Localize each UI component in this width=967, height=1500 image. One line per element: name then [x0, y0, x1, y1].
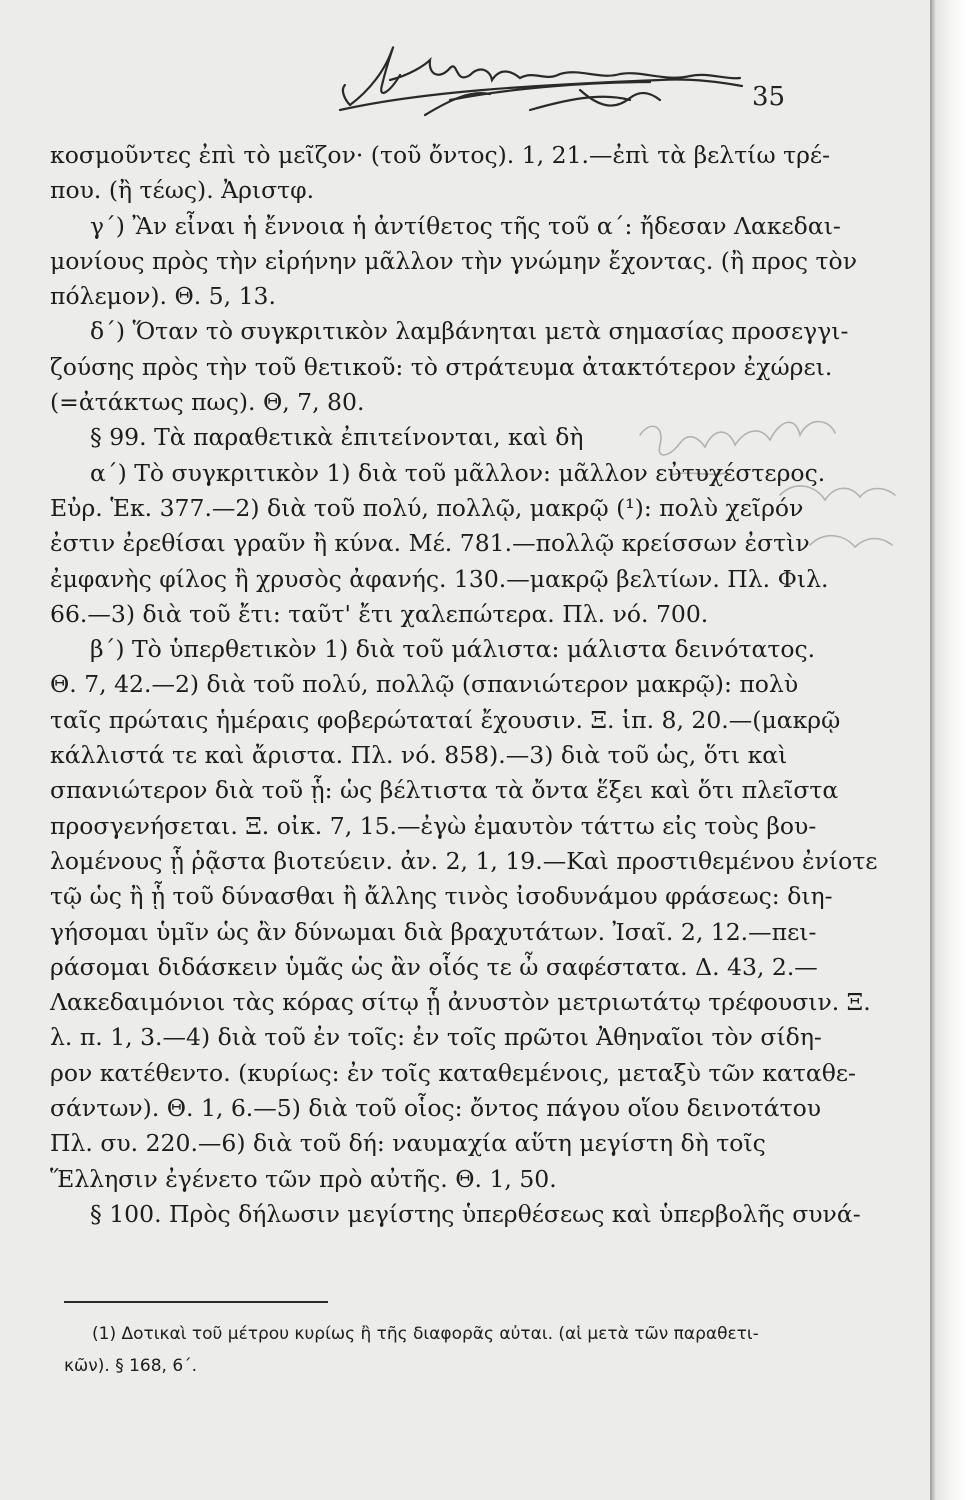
text-line: γήσομαι ὑμῖν ὡς ἂν δύνωμαι διὰ βραχυτάτων. Ἰσαῖ. 2, 12.—πει-	[50, 917, 817, 946]
text-line: Πλ. συ. 220.—6) διὰ τοῦ δή: ναυμαχία αὕτη μεγίστη δὴ τοῖς	[50, 1129, 766, 1158]
text-line: λ. π. 1, 3.—4) διὰ τοῦ ἐν τοῖς: ἐν τοῖς πρῶτοι Ἀθηναῖοι τὸν σίδη-	[50, 1023, 822, 1052]
text-line: (=ἀτάκτως πως). Θ, 7, 80.	[50, 388, 365, 417]
text-line: σπανιώτερον διὰ τοῦ ᾗ: ὡς βέλτιστα τὰ ὄντα ἕξει καὶ ὅτι πλεῖστα	[50, 776, 839, 805]
text-line: προσγενήσεται. Ξ. οἰκ. 7, 15.—ἐγὼ ἐμαυτὸν τάττω εἰς τοὺς βου-	[50, 811, 817, 840]
section-heading-99: § 99. Τὰ παραθετικὰ ἐπιτείνονται, καὶ δὴ	[90, 423, 584, 452]
text-line: β΄) Τὸ ὑπερθετικὸν 1) διὰ τοῦ μάλιστα: μάλιστα δεινότατος.	[90, 635, 816, 664]
text-line: ράσομαι διδάσκειν ὑμᾶς ὡς ἂν οἷός τε ὦ σαφέστατα. Δ. 43, 2.—	[50, 952, 818, 981]
text-line: τῷ ὡς ἢ ᾗ τοῦ δύνασθαι ἢ ἄλλης τινὸς ἰσοδυνάμου φράσεως: διη-	[50, 882, 833, 911]
text-line: κάλλιστά τε καὶ ἄριστα. Πλ. νό. 858).—3) διὰ τοῦ ὡς, ὅτι καὶ	[50, 741, 788, 770]
text-line: ἐμφανὴς φίλος ἢ χρυσὸς ἀφανής. 130.—μακρῷ βελτίων. Πλ. Φιλ.	[50, 564, 829, 593]
text-line: Εὐρ. Ἑκ. 377.—2) διὰ τοῦ πολύ, πολλῷ, μακρῷ (¹): πολὺ χεῖρόν	[50, 493, 804, 522]
page-body	[50, 138, 878, 1232]
text-line: ρον κατέθεντο. (κυρίως: ἐν τοῖς καταθεμένοις, μεταξὺ τῶν καταθε-	[50, 1058, 856, 1087]
page-edge	[930, 0, 967, 1500]
text-line: Ἕλλησιν ἐγένετο τῶν πρὸ αὐτῆς. Θ. 1, 50.	[50, 1164, 557, 1193]
footnote-line: κῶν). § 168, 6΄.	[64, 1356, 198, 1376]
text-line: πόλεμον). Θ. 5, 13.	[50, 282, 276, 311]
text-line: Θ. 7, 42.—2) διὰ τοῦ πολύ, πολλῷ (σπανιώτερον μακρῷ): πολὺ	[50, 670, 799, 699]
footnote-line: (1) Δοτικαὶ τοῦ μέτρου κυρίως ἢ τῆς διαφορᾶς αὐται. (αἱ μετὰ τῶν παραθετι-	[92, 1324, 759, 1344]
text-line: ἐστιν ἐρεθίσαι γραῦν ἢ κύνα. Μέ. 781.—πολλῷ κρείσσων ἐστὶν	[50, 529, 810, 558]
text-line: ταῖς πρώταις ἡμέραις φοβερώταταί ἔχουσιν. Ξ. ἱπ. 8, 20.—(μακρῷ	[50, 705, 841, 734]
text-line: 66.—3) διὰ τοῦ ἔτι: ταῦτ' ἔτι χαλεπώτερα. Πλ. νό. 700.	[50, 599, 709, 628]
text-line: δ΄) Ὅταν τὸ συγκριτικὸν λαμβάνηται μετὰ σημασίας προσεγγι-	[90, 317, 849, 346]
text-line: α΄) Τὸ συγκριτικὸν 1) διὰ τοῦ μᾶλλον: μᾶλλον εὐτυχέστερος.	[90, 458, 826, 487]
handwritten-signature	[330, 30, 750, 135]
text-line: σάντων). Θ. 1, 6.—5) διὰ τοῦ οἷος: ὄντος πάγου οἵου δεινοτάτου	[50, 1094, 822, 1123]
text-line: κοσμοῦντες ἐπὶ τὸ μεῖζον· (τοῦ ὄντος). 1, 21.—ἐπὶ τὰ βελτίω τρέ-	[50, 141, 831, 169]
section-heading-100: § 100. Πρὸς δήλωσιν μεγίστης ὑπερθέσεως καὶ ὑπερβολῆς συνά-	[90, 1199, 861, 1228]
text-line: που. (ἢ τέως). Ἀριστφ.	[50, 176, 315, 205]
page-number: 35	[752, 82, 786, 112]
text-line: μονίους πρὸς τὴν εἰρήνην μᾶλλον τὴν γνώμην ἔχοντας. (ἢ προς τὸν	[50, 246, 857, 275]
text-line: γ΄) Ἂν εἶναι ἡ ἔννοια ἡ ἀντίθετος τῆς τοῦ α΄: ἤδεσαν Λακεδαι-	[90, 211, 841, 240]
footnote-divider	[64, 1301, 328, 1303]
text-line: ζούσης πρὸς τὴν τοῦ θετικοῦ: τὸ στράτευμα ἀτακτότερον ἐχώρει.	[50, 352, 833, 381]
text-line: Λακεδαιμόνιοι τὰς κόρας σίτῳ ᾗ ἀνυστὸν μετριωτάτῳ τρέφουσιν. Ξ.	[50, 988, 871, 1017]
footnote	[64, 1318, 832, 1382]
text-line: λομένους ᾗ ῥᾷστα βιοτεύειν. ἀν. 2, 1, 19.—Καὶ προστιθεμένου ἐνίοτε	[50, 846, 878, 875]
